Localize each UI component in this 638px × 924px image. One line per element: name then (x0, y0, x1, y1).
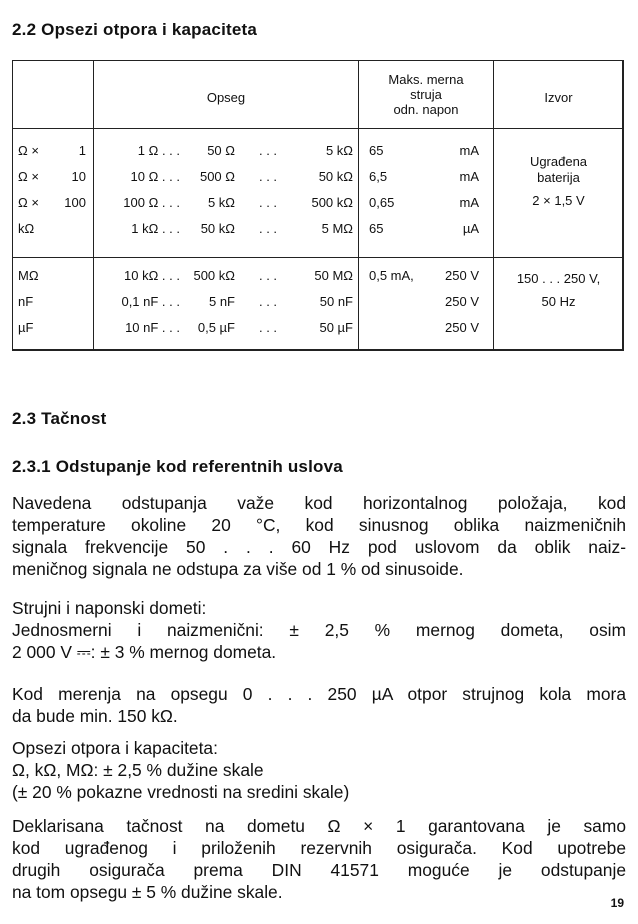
text-line: Ω, kΩ, MΩ: ± 2,5 % dužine skale (12, 760, 264, 780)
cell-label-b: 10 (71, 169, 86, 184)
cell-label-a: Ω × (18, 143, 39, 158)
cell-m1: 0,5 mA, (369, 268, 414, 283)
header-max-current (359, 72, 493, 117)
cell-label-a: kΩ (18, 221, 35, 236)
cell-r2: 0,5 µF (197, 320, 235, 335)
cell-m1: 6,5 (369, 169, 388, 184)
cell-r1: 1 kΩ . . . (131, 221, 180, 236)
cell-m2: 250 V (445, 268, 479, 283)
header-max-line2: struja (410, 87, 442, 102)
cell-r3: . . . (258, 320, 278, 335)
cell-r1: 10 Ω . . . (130, 169, 180, 184)
text-line: Kod merenja na opsegu 0 . . . 250 µA otpor strujnog kola mora (12, 684, 626, 704)
cell-r2: 50 Ω (207, 143, 235, 158)
cell-r3: . . . (258, 169, 278, 184)
page-number: 19 (610, 896, 624, 910)
cell-r3: . . . (258, 294, 278, 309)
paragraph (12, 683, 626, 727)
cell-m2: mA (459, 195, 479, 210)
header-max-line1: Maks. merna (388, 72, 464, 87)
text-line: kod ugrađenog i priloženih rezervnih osigurača. Kod upotrebe (12, 838, 626, 858)
cell-m1: 65 (369, 221, 384, 236)
cell-r4: 500 kΩ (311, 195, 353, 210)
cell-r4: 50 µF (319, 320, 353, 335)
cell-r2: 50 kΩ (200, 221, 235, 236)
cell-m1: 0,65 (369, 195, 395, 210)
cell-m2: µA (462, 221, 479, 236)
text-line: signala frekvencije 50 . . . 60 Hz pod uslovom da oblik naiz- (12, 537, 626, 557)
cell-r2: 500 Ω (199, 169, 235, 184)
text-line: (± 20 % pokazne vrednosti na sredini skale) (12, 782, 350, 802)
paragraph (12, 737, 626, 803)
table-divider (13, 128, 622, 129)
cell-label-a: Ω × (18, 195, 39, 210)
cell-m1: 65 (369, 143, 384, 158)
cell-m2: 250 V (445, 320, 479, 335)
text-line: Strujni i naponski dometi: (12, 598, 207, 618)
source-mains-line1: 150 . . . 250 V, (516, 271, 601, 286)
section-heading-2-2: 2.2 Opsezi otpora i kapaciteta (12, 20, 258, 39)
cell-label-a: MΩ (18, 268, 39, 283)
text-line: drugih osigurača prema DIN 41571 moguće je odstupanje (12, 860, 626, 880)
section-heading-2-3: 2.3 Tačnost (12, 409, 107, 428)
cell-r1: 1 Ω . . . (137, 143, 180, 158)
text-line: Navedena odstupanja važe kod horizontalnog položaja, kod (12, 493, 626, 513)
cell-m2: 250 V (445, 294, 479, 309)
section-heading-2-3-1: 2.3.1 Odstupanje kod referentnih uslova (12, 457, 343, 476)
text-line: meničnog signala ne odstupa za više od 1 % od sinusoide. (12, 559, 464, 579)
cell-r2: 5 kΩ (207, 195, 235, 210)
cell-label-a: Ω × (18, 169, 39, 184)
source-battery-line2: baterija (537, 170, 580, 185)
cell-label-b: 1 (78, 143, 86, 158)
text-line: da bude min. 150 kΩ. (12, 706, 178, 726)
cell-r3: . . . (258, 268, 278, 283)
source-mains (494, 271, 623, 310)
cell-r3: . . . (258, 195, 278, 210)
cell-r4: 50 MΩ (314, 268, 353, 283)
source-battery-line3: 2 × 1,5 V (532, 193, 585, 208)
header-source: Izvor (544, 90, 573, 105)
cell-r4: 50 nF (319, 294, 353, 309)
source-battery-line1: Ugrađena (529, 154, 588, 169)
text-line: temperature okoline 20 °C, kod sinusnog oblika naizmeničnih (12, 515, 626, 535)
table-divider (13, 257, 622, 258)
paragraph (12, 492, 626, 580)
text-line: Deklarisana tačnost na dometu Ω × 1 garantovana je samo (12, 816, 626, 836)
cell-r4: 5 MΩ (321, 221, 353, 236)
ranges-table (12, 60, 624, 351)
text-line: na tom opsegu ± 5 % dužine skale. (12, 882, 283, 902)
cell-r1: 100 Ω . . . (123, 195, 180, 210)
text-line: Jednosmerni i naizmenični: ± 2,5 % mernog dometa, osim (12, 620, 626, 640)
paragraph (12, 597, 626, 663)
paragraph (12, 815, 626, 903)
cell-m2: mA (459, 143, 479, 158)
cell-m2: mA (459, 169, 479, 184)
text-line: 2 000 V ⎓: ± 3 % mernog dometa. (12, 642, 277, 662)
source-mains-line2: 50 Hz (541, 294, 576, 309)
text-line: Opsezi otpora i kapaciteta: (12, 738, 218, 758)
cell-r1: 0,1 nF . . . (121, 294, 180, 309)
cell-label-b: 100 (64, 195, 86, 210)
cell-label-a: nF (18, 294, 34, 309)
cell-label-a: µF (18, 320, 34, 335)
header-max-line3: odn. napon (393, 102, 459, 117)
cell-r4: 50 kΩ (318, 169, 353, 184)
cell-r1: 10 nF . . . (125, 320, 180, 335)
cell-r3: . . . (258, 221, 278, 236)
cell-r3: . . . (258, 143, 278, 158)
header-range: Opseg (206, 90, 246, 105)
cell-r4: 5 kΩ (325, 143, 353, 158)
cell-r2: 500 kΩ (193, 268, 235, 283)
source-battery (494, 154, 623, 209)
cell-r1: 10 kΩ . . . (124, 268, 180, 283)
cell-r2: 5 nF (208, 294, 235, 309)
